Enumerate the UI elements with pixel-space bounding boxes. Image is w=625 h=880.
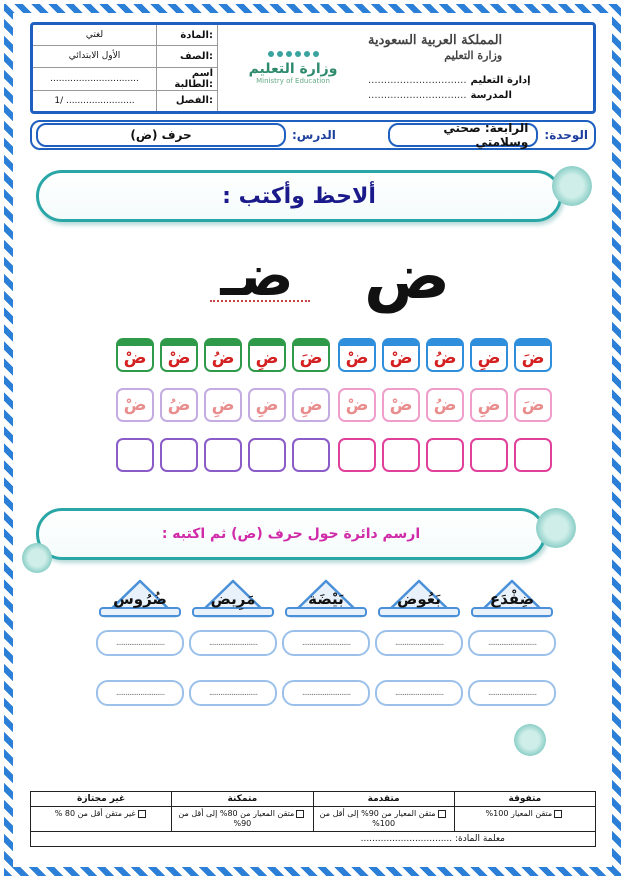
observe-write-banner: [36, 170, 562, 222]
right-letter-card: ضْ: [338, 338, 376, 372]
left-letter-card: ضِ: [248, 388, 286, 422]
right-letter-card: ضِ: [470, 338, 508, 372]
word-tag[interactable]: [187, 578, 279, 618]
write-box[interactable]: ..........................: [375, 680, 463, 706]
checkbox[interactable]: [438, 810, 446, 818]
writing-baseline: [210, 300, 310, 302]
school-label: المدرسة: [470, 90, 512, 101]
left-letter-card: ضَ: [292, 338, 330, 372]
subject-value: لغتي: [33, 25, 157, 45]
moe-logo-icon: [268, 51, 319, 57]
criteria-text: متقن المعيار من 90% إلى أقل من 100%: [319, 809, 436, 828]
right-letter-card: ضْ: [382, 388, 420, 422]
write-box[interactable]: ..........................: [96, 630, 184, 656]
flower-icon: [22, 543, 52, 573]
left-letter-card[interactable]: [116, 438, 154, 472]
left-letter-card: ضِ: [292, 388, 330, 422]
write-box[interactable]: ..........................: [282, 680, 370, 706]
school-field[interactable]: ...............................: [368, 90, 467, 101]
ministry-script: وزارة التعليم: [444, 49, 503, 62]
left-letter-card[interactable]: [160, 438, 198, 472]
class-label: الفصل:: [175, 95, 213, 107]
flower-icon: [552, 166, 592, 206]
right-letter-card: ضِ: [470, 388, 508, 422]
level-label: متقدمة: [313, 792, 454, 806]
edu-admin-label: إدارة التعليم: [470, 75, 531, 86]
lesson-label: الدرس:: [292, 128, 336, 142]
unit-value: الرابعة: صحتي وسلامتي: [388, 123, 538, 147]
right-letter-card: ضُ: [426, 338, 464, 372]
criteria-cell[interactable]: [313, 807, 454, 831]
left-letter-card[interactable]: [204, 438, 242, 472]
word-tag[interactable]: [373, 578, 465, 618]
section1-title: ألاحظ وأكتب :: [222, 183, 376, 209]
criteria-text: متقن المعيار 100%: [485, 809, 553, 818]
criteria-text: متقن المعيار من 80% إلى أقل من 90%: [178, 809, 295, 828]
letter-joined: ضـ: [220, 244, 294, 309]
circle-write-banner: [36, 508, 546, 560]
teacher-row: [31, 832, 595, 846]
write-box[interactable]: ..........................: [189, 680, 277, 706]
kingdom-title: المملكة العربية السعودية وزارة التعليم: [368, 33, 503, 62]
teacher-field[interactable]: ................................: [360, 834, 453, 844]
grade-value: الأول الابتدائي: [33, 46, 157, 66]
teacher-label: معلمة المادة:: [455, 834, 505, 844]
left-letter-card: ضْ: [116, 338, 154, 372]
flower-icon: [536, 508, 576, 548]
left-letter-card: ضُ: [204, 338, 242, 372]
left-letter-card[interactable]: [248, 438, 286, 472]
class-field[interactable]: 1/ ........................: [33, 91, 157, 111]
write-box[interactable]: ..........................: [468, 630, 556, 656]
word-text: بَعُوض: [397, 590, 441, 608]
level-label: متفوقة: [454, 792, 595, 806]
lesson-bar: [30, 120, 596, 150]
write-box[interactable]: ..........................: [375, 630, 463, 656]
checkbox[interactable]: [138, 810, 146, 818]
word-tag[interactable]: [94, 578, 186, 618]
right-letter-card: ضُ: [426, 388, 464, 422]
word-text: ضِفْدَع: [489, 590, 535, 608]
right-letter-card[interactable]: [470, 438, 508, 472]
right-letter-card[interactable]: [514, 438, 552, 472]
assessment-table: [30, 791, 596, 847]
checkbox[interactable]: [296, 810, 304, 818]
edu-admin-field[interactable]: ...............................: [368, 75, 467, 86]
level-label: متمكنة: [171, 792, 312, 806]
criteria-row: [31, 807, 595, 832]
right-letter-card[interactable]: [426, 438, 464, 472]
criteria-cell[interactable]: [454, 807, 595, 831]
student-name-field[interactable]: ...............................: [33, 68, 157, 90]
lesson-value: حرف (ض): [36, 123, 286, 147]
unit-label: الوحدة:: [544, 128, 588, 142]
word-tag[interactable]: [466, 578, 558, 618]
criteria-cell[interactable]: [171, 807, 312, 831]
grade-label: الصف:: [180, 50, 213, 62]
school-info: [368, 25, 593, 111]
flower-icon: [514, 724, 546, 756]
header: [30, 22, 596, 114]
criteria-cell[interactable]: [31, 807, 171, 831]
left-letter-card: ضُ: [160, 388, 198, 422]
word-text: مَرِيض: [210, 590, 256, 608]
right-letter-card[interactable]: [382, 438, 420, 472]
write-box[interactable]: ..........................: [189, 630, 277, 656]
criteria-text: غير متقن أقل من 80 %: [54, 809, 136, 818]
left-letter-card: ضْ: [160, 338, 198, 372]
left-letter-card[interactable]: [292, 438, 330, 472]
left-letter-card: ضِ: [204, 388, 242, 422]
worksheet: [22, 18, 603, 858]
moe-logo: [218, 25, 368, 111]
write-box[interactable]: ..........................: [282, 630, 370, 656]
word-text: بَيْضَة: [308, 590, 344, 608]
write-box[interactable]: ..........................: [468, 680, 556, 706]
student-label: اسم الطالبة:: [174, 67, 213, 90]
checkbox[interactable]: [554, 810, 562, 818]
right-letter-card[interactable]: [338, 438, 376, 472]
letter-isolated: ض: [363, 240, 451, 314]
right-letter-card: ضْ: [338, 388, 376, 422]
info-table: [33, 25, 218, 111]
write-box[interactable]: ..........................: [96, 680, 184, 706]
word-tag[interactable]: [280, 578, 372, 618]
level-label: غير مجتازة: [77, 794, 126, 804]
moe-english: Ministry of Education: [256, 77, 330, 85]
right-letter-card: ضْ: [382, 338, 420, 372]
left-letter-card: ضْ: [116, 388, 154, 422]
levels-row: [31, 792, 595, 807]
moe-arabic: وزارة التعليم: [248, 61, 338, 77]
right-letter-card: ضَ: [514, 338, 552, 372]
subject-label: المادة:: [180, 29, 213, 41]
left-letter-card: ضِ: [248, 338, 286, 372]
right-letter-card: ضَ: [514, 388, 552, 422]
word-text: ضُرُوس: [113, 590, 167, 608]
section2-title: ارسم دائرة حول حرف (ض) ثم اكتبه :: [161, 526, 421, 542]
